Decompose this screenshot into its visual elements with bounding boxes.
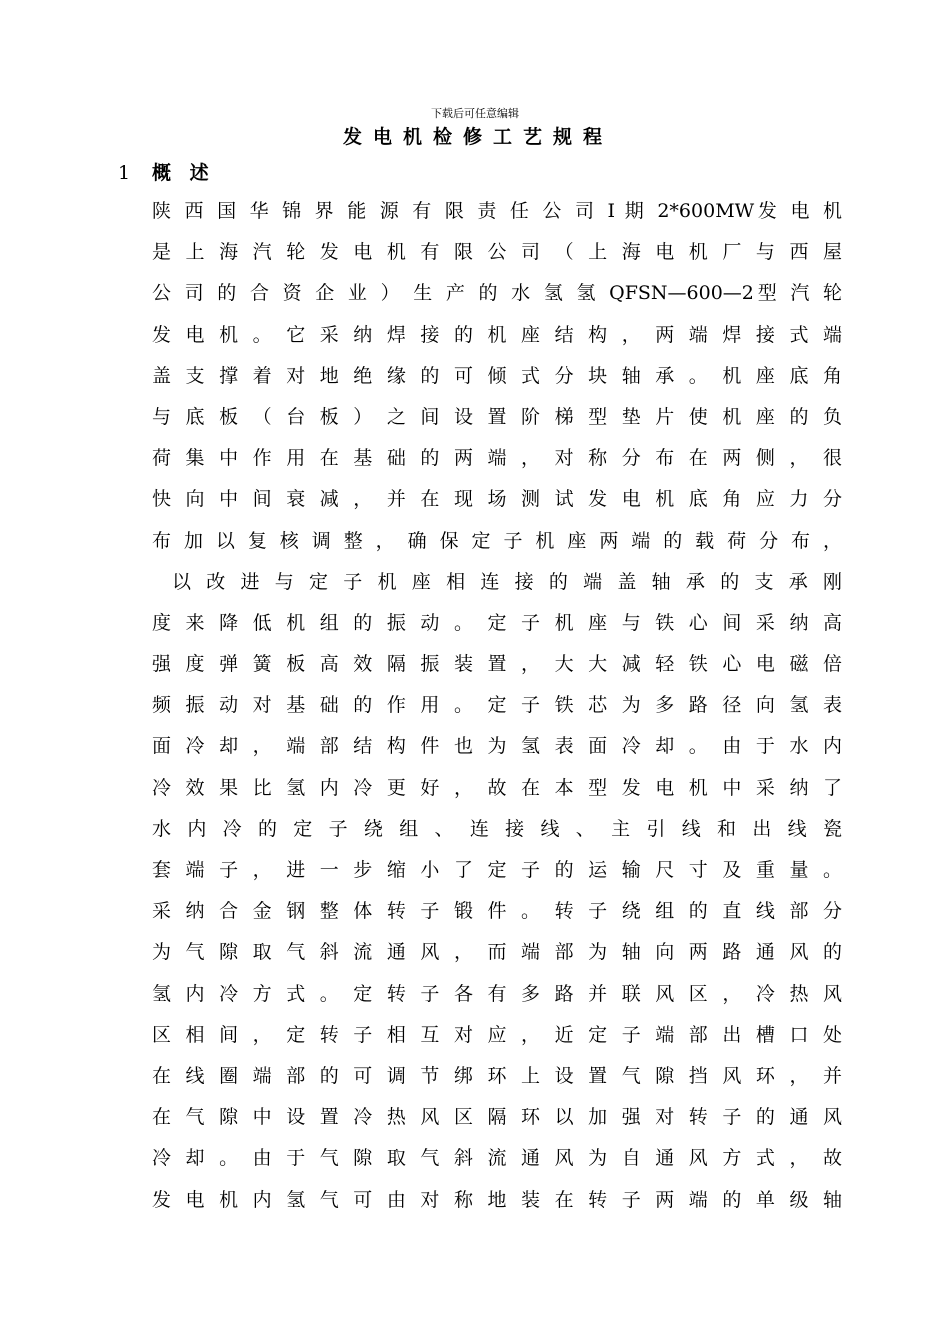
body-line: 发 电 机 内 氢 气 可 由 对 称 地 装 在 转 子 两 端 的 单 级 轴 (152, 1188, 842, 1211)
body-line: 为 气 隙 取 气 斜 流 通 风 ， 而 端 部 为 轴 向 两 路 通 风 的 (152, 941, 842, 964)
body-line: 与 底 板 （ 台 板 ） 之 间 设 置 阶 梯 型 垫 片 使 机 座 的 负 (152, 405, 842, 428)
body-line: 氢 内 冷 方 式 。 定 转 子 各 有 多 路 并 联 风 区 ， 冷 热 风 (152, 982, 842, 1005)
body-line: 在 线 圈 端 部 的 可 调 节 绑 环 上 设 置 气 隙 挡 风 环 ， 并 (152, 1064, 842, 1087)
body-line: 频 振 动 对 基 础 的 作 用 。 定 子 铁 芯 为 多 路 径 向 氢 表 (152, 694, 842, 717)
body-line: 采 纳 合 金 钢 整 体 转 子 锻 件 。 转 子 绕 组 的 直 线 部 分 (152, 900, 842, 923)
body-line: 在 气 隙 中 设 置 冷 热 风 区 隔 环 以 加 强 对 转 子 的 通 风 (152, 1106, 842, 1129)
section-number: 1 (118, 162, 131, 184)
body-line: 冷 却 。 由 于 气 隙 取 气 斜 流 通 风 为 自 通 风 方 式 ， 故 (152, 1147, 842, 1170)
download-watermark: 下载后可任意编辑 (431, 107, 519, 120)
body-line: 以 改 进 与 定 子 机 座 相 连 接 的 端 盖 轴 承 的 支 承 刚 (172, 570, 842, 593)
body-line: 陕 西 国 华 锦 界 能 源 有 限 责 任 公 司 I 期 2*600MW发 电 机 (152, 200, 842, 222)
body-line: 布 加 以 复 核 调 整 ， 确 保 定 子 机 座 两 端 的 载 荷 分 布 ， (152, 529, 842, 552)
body-line: 套 端 子 ， 进 一 步 缩 小 了 定 子 的 运 输 尺 寸 及 重 量 。 (152, 859, 842, 881)
section-heading (118, 160, 215, 186)
body-text (152, 197, 842, 1227)
body-line: 强 度 弹 簧 板 高 效 隔 振 装 置 ， 大 大 减 轻 铁 心 电 磁 倍 (152, 653, 842, 676)
body-line: 盖 支 撑 着 对 地 绝 缘 的 可 倾 式 分 块 轴 承 。 机 座 底 角 (152, 364, 842, 387)
section-label: 概 述 (152, 162, 215, 184)
body-line: 水 内 冷 的 定 子 绕 组 、 连 接 线 、 主 引 线 和 出 线 瓷 (152, 817, 842, 840)
body-line: 是 上 海 汽 轮 发 电 机 有 限 公 司 （ 上 海 电 机 厂 与 西 屋 (152, 241, 842, 264)
body-line: 荷 集 中 作 用 在 基 础 的 两 端 ， 对 称 分 布 在 两 侧 ， 很 (152, 447, 842, 470)
body-line: 面 冷 却 ， 端 部 结 构 件 也 为 氢 表 面 冷 却 。 由 于 水 内 (152, 735, 842, 758)
body-line: 冷 效 果 比 氢 内 冷 更 好 ， 故 在 本 型 发 电 机 中 采 纳 了 (152, 776, 842, 799)
body-line: 区 相 间 ， 定 转 子 相 互 对 应 ， 近 定 子 端 部 出 槽 口 处 (152, 1023, 842, 1046)
body-line: 度 来 降 低 机 组 的 振 动 。 定 子 机 座 与 铁 心 间 采 纳 高 (152, 611, 842, 634)
body-line: 快 向 中 间 衰 减 ， 并 在 现 场 测 试 发 电 机 底 角 应 力 分 (152, 488, 842, 511)
body-line: 公 司 的 合 资 企 业 ） 生 产 的 水 氢 氢 QFSN—600—2型 汽 轮 (152, 282, 842, 305)
document-title: 发电机检修工艺规程 (342, 126, 613, 148)
body-line: 发 电 机 。 它 采 纳 焊 接 的 机 座 结 构 ， 两 端 焊 接 式 端 (152, 323, 842, 346)
